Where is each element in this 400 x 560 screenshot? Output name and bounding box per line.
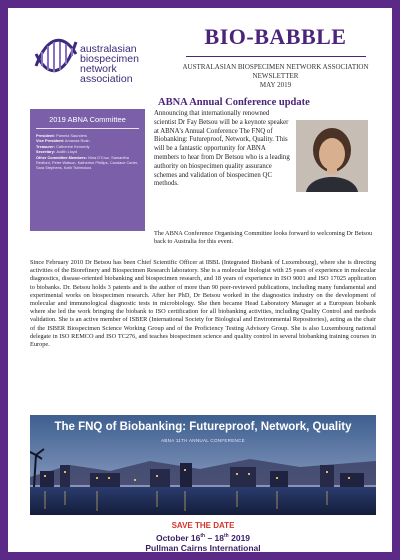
committee-title: 2019 ABNA Committee: [49, 115, 126, 124]
conference-banner: [30, 415, 376, 515]
committee-box: [30, 109, 145, 231]
portrait-image: [296, 120, 368, 192]
masthead: [168, 24, 383, 90]
conference-dates: October 16th – 18th 2019: [155, 532, 251, 543]
committee-secretary: Secretary: Judith Lloyd: [36, 149, 77, 155]
masthead-type: NEWSLETTER: [252, 72, 299, 80]
save-the-date-heading: SAVE THE DATE: [171, 521, 235, 530]
save-the-date: [30, 521, 376, 552]
logo-line-2: biospecimen: [80, 53, 139, 65]
committee-divider: [36, 128, 139, 129]
biography-paragraph: Since February 2010 Dr Betsou has been Chief Scientific Officer at IBBL (Integrated Biobank of Luxembourg), where she is directing activities of the Biorefinery and Biospecimen Research laboratory. She is a molecular biologist with 25 years of experience in molecular diagnostics, disease-oriented biobanking and biospecimen research, and 18 years of experience in ISO 9001 and ISO 17025 application to biobanks. Dr. Betsou holds 3 patents and is the author of more than 90 peer-reviewed publications, including many fundamental and experimental works on biospecimen research. After her PhD, Dr Betsou worked in the diagnostics industry on the development of molecular and immunological diagnostic tests in microbiology. She then became Head Laboratory Manager at a European biobank where she led the work bringing the biobank to ISO certification for all biobanking activities, including Quality Control and methods validation. She is an active member of ISBER (International Society for Biological and Environmental Repositories), acting as the chair of the ISBER Biospecimen Science Working Group and of the Proficiency Testing Advisory Group. She is also Luxembourg national delegate in ISO REMCO and ISO TC276, and teaches biospecimen science and quality control in several biobanking training courses in Europe.: [30, 259, 376, 349]
logo-wordmark: [80, 44, 139, 84]
logo-line-4: association: [80, 73, 133, 85]
committee-others: Other Committee Members: Nina D'Cruz, Samantha Redford, Peter Watson, Katherine Phillips, Candace Carter, Sara Stephens, Kath Tsirimokos: [36, 154, 139, 171]
conference-venue: Pullman Cairns International: [145, 542, 261, 552]
logo-line-3: network: [80, 63, 117, 75]
committee-president: President: Pamela Saunders: [36, 133, 88, 138]
intro-paragraph: Announcing that internationally renowned scientist Dr Fay Betsou will be a keynote speaker at ABNA's Annual Conference The FNQ of Biobanking: Futureproof, Network, Quality. This will be a fantastic opportunity for ABNA members to hear from Dr Betsou who is a leading authority on biospecimen quality assurance schemes and validation of biospecimen QC methods.: [154, 110, 290, 188]
logo-line-1: australasian: [80, 43, 137, 55]
welcome-paragraph: The ABNA Conference Organising Committee looks forward to welcoming Dr Betsou back to Australia for this event.: [154, 230, 373, 246]
committee-vice-president: Vice President: Amanda Rush: [36, 138, 90, 144]
banner-title: The FNQ of Biobanking: Futureproof, Network, Quality: [54, 421, 352, 433]
masthead-org: AUSTRALASIAN BIOSPECIMEN NETWORK ASSOCIATION: [182, 63, 369, 71]
masthead-divider: [186, 56, 366, 57]
article-headline: ABNA Annual Conference update: [158, 97, 310, 108]
page-content: [8, 8, 392, 552]
abna-logo: [30, 24, 160, 96]
committee-list: [36, 133, 139, 171]
banner-subtitle: ABNA 11TH ANNUAL CONFERENCE: [161, 438, 245, 443]
speaker-photo: [296, 120, 368, 192]
masthead-date: MAY 2019: [259, 81, 292, 89]
committee-treasurer: Treasurer: Catherine Kennedy: [36, 143, 90, 149]
newsletter-title: BIO-BABBLE: [204, 24, 347, 49]
